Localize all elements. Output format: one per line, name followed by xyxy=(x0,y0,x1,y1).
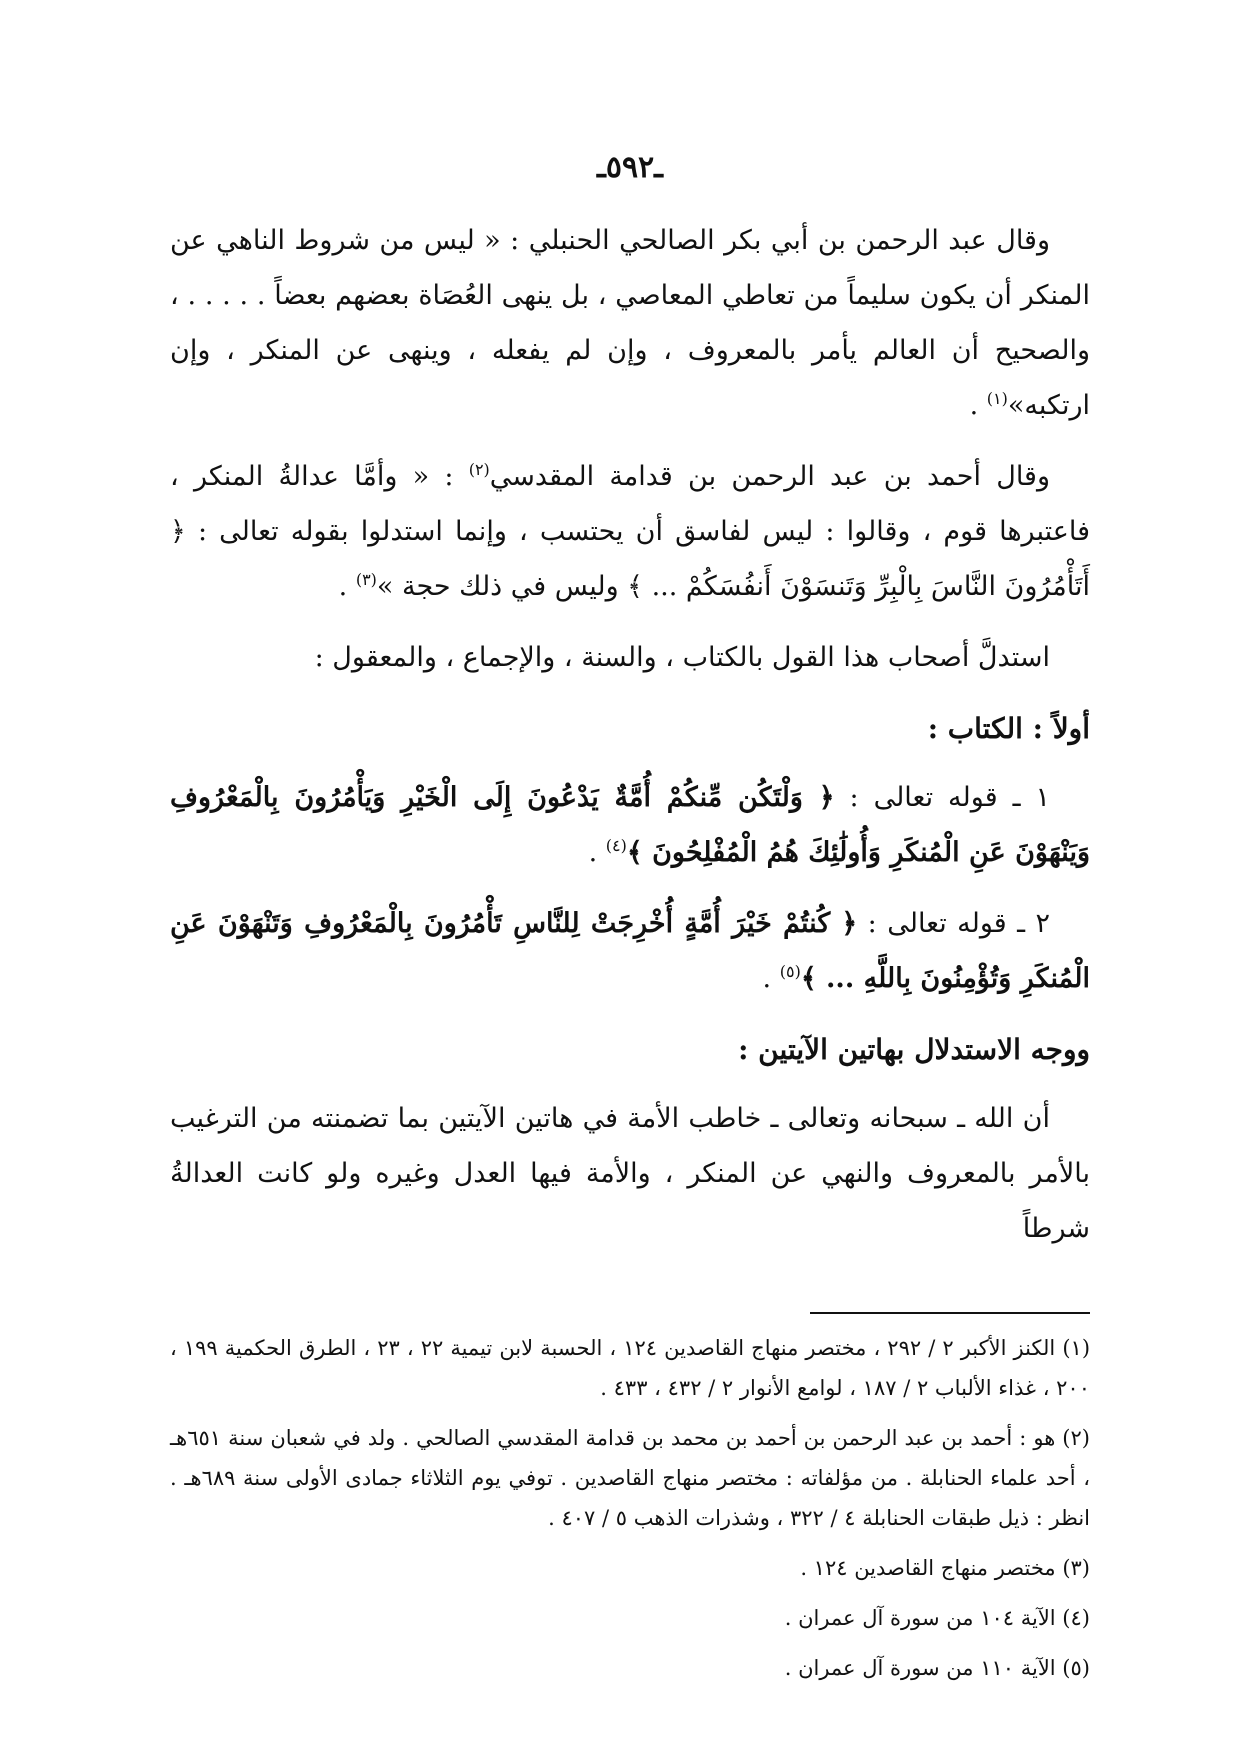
main-text xyxy=(170,213,1090,1256)
footnote-ref[interactable]: (١) xyxy=(986,389,1008,408)
paragraph-text: : « وأمَّا عدالةُ المنكر ، فاعتبرها قوم ، وقالوا : ليس لفاسق أن يحتسب ، وإنما استدلوا بقوله تعالى : ﴿ أَتَأْمُرُونَ النَّاسَ بِالْبِرِّ وَتَنسَوْنَ أَنفُسَكُمْ ... ﴾ وليس في ذلك حجة » xyxy=(170,461,1090,602)
paragraph-tail: . xyxy=(969,390,987,421)
footnote-item-1: (١) الكنز الأكبر ٢ / ٢٩٢ ، مختصر منهاج القاصدين ١٢٤ ، الحسبة لابن تيمية ٢٢ ، ٢٣ ، الطرق الحكمية ١٩٩ ، ٢٠٠ ، غذاء الألباب ٢ / ١٨٧ ، لوامع الأنوار ٢ / ٤٣٢ ، ٤٣٣ . xyxy=(170,1336,1091,1400)
footnote-ref[interactable]: (٥) xyxy=(779,962,801,981)
verse-tail: . xyxy=(588,837,606,868)
paragraph-text: وقال أحمد بن عبد الرحمن بن قدامة المقدسي xyxy=(489,461,1050,492)
page-number: ـ٥٩٢ـ xyxy=(597,150,663,185)
footnotes xyxy=(170,1328,1090,1688)
footnote-ref[interactable]: (٤) xyxy=(605,836,627,855)
footnote-ref[interactable]: (٢) xyxy=(468,460,490,479)
verse-tail: . xyxy=(762,963,780,994)
paragraph-salihi-quote xyxy=(170,213,1090,433)
paragraph-maqdisi-quote xyxy=(170,449,1090,614)
footnote-divider xyxy=(810,1312,1090,1314)
paragraph-evidence-intro: استدلَّ أصحاب هذا القول بالكتاب ، والسنة ، والإجماع ، والمعقول : xyxy=(314,642,1050,673)
footnote-item-2: (٢) هو : أحمد بن عبد الرحمن بن أحمد بن محمد بن قدامة المقدسي الصالحي . ولد في شعبان سنة ٦٥١هـ ، أحد علماء الحنابلة . من مؤلفاته : مختصر منهاج القاصدين . توفي يوم الثلاثاء جمادى الأولى سنة ٦٨٩هـ . انظر : ذيل طبقات الحنابلة ٤ / ٣٢٢ ، وشذرات الذهب ٥ / ٤٠٧ . xyxy=(170,1426,1091,1530)
verse-item-1 xyxy=(170,770,1090,880)
footnote-item-3: (٣) مختصر منهاج القاصدين ١٢٤ . xyxy=(800,1556,1090,1580)
verse-prefix: ٢ ـ قوله تعالى : xyxy=(857,908,1050,939)
verse-prefix: ١ ـ قوله تعالى : xyxy=(834,782,1050,813)
quran-verse: ﴿ وَلْتَكُن مِّنكُمْ أُمَّةٌ يَدْعُونَ إِلَى الْخَيْرِ وَيَأْمُرُونَ بِالْمَعْرُوفِ وَيَنْهَوْنَ عَنِ الْمُنكَرِ وَأُولَٰئِكَ هُمُ الْمُفْلِحُونَ ﴾ xyxy=(170,782,1090,868)
section-heading-book: أولاً : الكتاب : xyxy=(927,712,1090,745)
verse-item-2 xyxy=(170,896,1090,1006)
footnote-ref[interactable]: (٣) xyxy=(355,570,377,589)
quran-verse: ﴿ كُنتُمْ خَيْرَ أُمَّةٍ أُخْرِجَتْ لِلنَّاسِ تَأْمُرُونَ بِالْمَعْرُوفِ وَتَنْهَوْنَ عَنِ الْمُنكَرِ وَتُؤْمِنُونَ بِاللَّهِ ... ﴾ xyxy=(170,908,1090,994)
paragraph-text: وقال عبد الرحمن بن أبي بكر الصالحي الحنبلي : « ليس من شروط الناهي عن المنكر أن يكون سليماً من تعاطي المعاصي ، بل ينهى العُصَاة بعضهم بعضاً . . . . . ، والصحيح أن العالم يأمر بالمعروف ، وإن لم يفعله ، وينهى عن المنكر ، وإن ارتكبه» xyxy=(170,225,1090,421)
footnote-item-4: (٤) الآية ١٠٤ من سورة آل عمران . xyxy=(784,1606,1090,1630)
paragraph-argument: أن الله ـ سبحانه وتعالى ـ خاطب الأمة في هاتين الآيتين بما تضمنته من الترغيب بالأمر بالمعروف والنهي عن المنكر ، والأمة فيها العدل وغيره ولو كانت العدالةُ شرطاً xyxy=(170,1103,1090,1244)
footnote-item-5: (٥) الآية ١١٠ من سورة آل عمران . xyxy=(784,1656,1090,1680)
paragraph-tail: . xyxy=(338,571,356,602)
section-heading-argument: ووجه الاستدلال بهاتين الآيتين : xyxy=(738,1033,1090,1066)
